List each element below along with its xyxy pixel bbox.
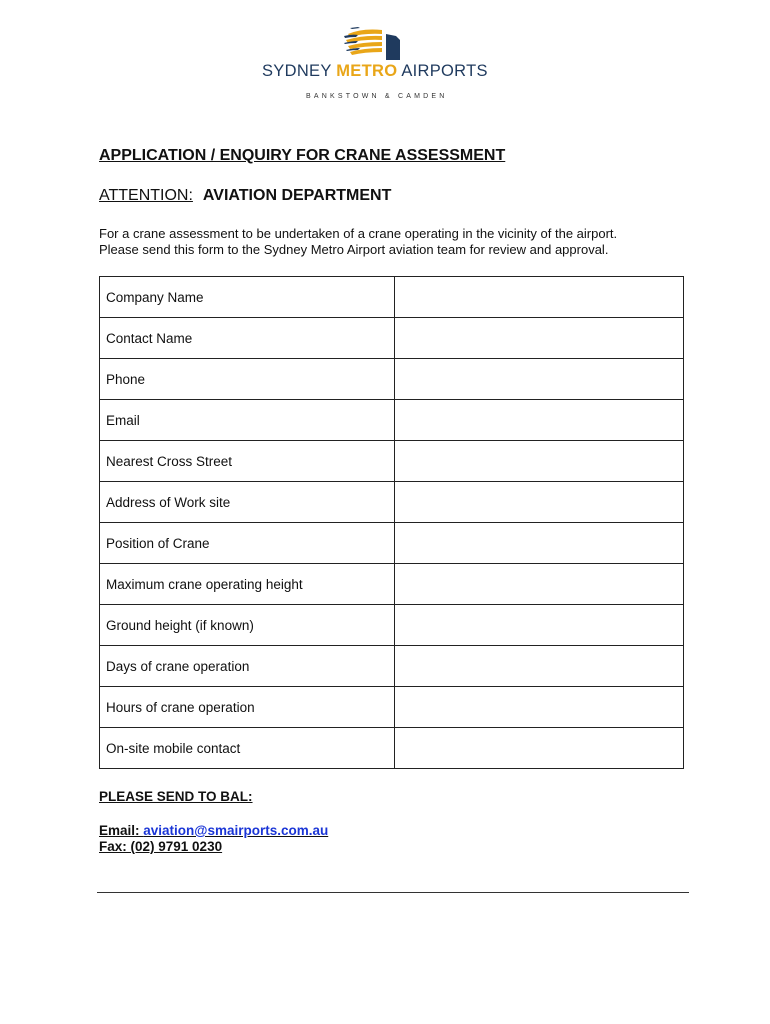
table-row bbox=[100, 400, 684, 441]
intro-text bbox=[99, 226, 617, 258]
logo-suffix: AIRPORTS bbox=[397, 62, 488, 80]
contact-fax-line: Fax: (02) 9791 0230 bbox=[99, 839, 223, 854]
logo-tagline: BANKSTOWN & CAMDEN bbox=[306, 93, 448, 100]
table-row bbox=[100, 728, 684, 769]
logo-wordmark bbox=[262, 62, 494, 81]
days-of-operation-label: Days of crane operation bbox=[100, 646, 395, 687]
intro-line-1: For a crane assessment to be undertaken of a crane operating in the vicinity of the airport. bbox=[99, 226, 618, 241]
email-field[interactable] bbox=[395, 400, 684, 441]
company-name-field[interactable] bbox=[395, 277, 684, 318]
phone-label: Phone bbox=[100, 359, 395, 400]
crane-assessment-form bbox=[99, 276, 684, 769]
days-of-operation-field[interactable] bbox=[395, 646, 684, 687]
onsite-mobile-contact-label: On-site mobile contact bbox=[100, 728, 395, 769]
nearest-cross-street-field[interactable] bbox=[395, 441, 684, 482]
sydney-metro-airports-logo bbox=[262, 26, 502, 106]
contact-name-field[interactable] bbox=[395, 318, 684, 359]
hours-of-operation-label: Hours of crane operation bbox=[100, 687, 395, 728]
table-row bbox=[100, 318, 684, 359]
logo-highlight: METRO bbox=[336, 62, 398, 80]
email-link[interactable]: aviation@smairports.com.au bbox=[143, 823, 329, 838]
logo-prefix: SYDNEY bbox=[262, 62, 337, 80]
table-row bbox=[100, 646, 684, 687]
attention-department: AVIATION DEPARTMENT bbox=[202, 187, 392, 204]
attention-label: ATTENTION: bbox=[99, 187, 193, 204]
crane-position-label: Position of Crane bbox=[100, 523, 395, 564]
max-operating-height-label: Maximum crane operating height bbox=[100, 564, 395, 605]
table-row bbox=[100, 564, 684, 605]
email-prefix: Email: bbox=[99, 823, 144, 838]
document-title: APPLICATION / ENQUIRY FOR CRANE ASSESSMENT bbox=[99, 147, 506, 164]
nearest-cross-street-label: Nearest Cross Street bbox=[100, 441, 395, 482]
crane-position-field[interactable] bbox=[395, 523, 684, 564]
table-row bbox=[100, 605, 684, 646]
send-to-heading: PLEASE SEND TO BAL: bbox=[99, 789, 253, 804]
company-name-label: Company Name bbox=[100, 277, 395, 318]
table-row bbox=[100, 277, 684, 318]
phone-field[interactable] bbox=[395, 359, 684, 400]
contact-name-label: Contact Name bbox=[100, 318, 395, 359]
table-row bbox=[100, 523, 684, 564]
table-row bbox=[100, 482, 684, 523]
max-operating-height-field[interactable] bbox=[395, 564, 684, 605]
ground-height-field[interactable] bbox=[395, 605, 684, 646]
footer-divider bbox=[97, 892, 689, 893]
ground-height-label: Ground height (if known) bbox=[100, 605, 395, 646]
table-row bbox=[100, 359, 684, 400]
work-site-address-label: Address of Work site bbox=[100, 482, 395, 523]
contact-email-line bbox=[99, 823, 328, 838]
table-row bbox=[100, 441, 684, 482]
onsite-mobile-contact-field[interactable] bbox=[395, 728, 684, 769]
airport-logo-icon bbox=[342, 26, 406, 62]
work-site-address-field[interactable] bbox=[395, 482, 684, 523]
email-label: Email bbox=[100, 400, 395, 441]
hours-of-operation-field[interactable] bbox=[395, 687, 684, 728]
intro-line-2: Please send this form to the Sydney Metro Airport aviation team for review and approval. bbox=[99, 242, 609, 257]
table-row bbox=[100, 687, 684, 728]
attention-line bbox=[99, 187, 391, 205]
